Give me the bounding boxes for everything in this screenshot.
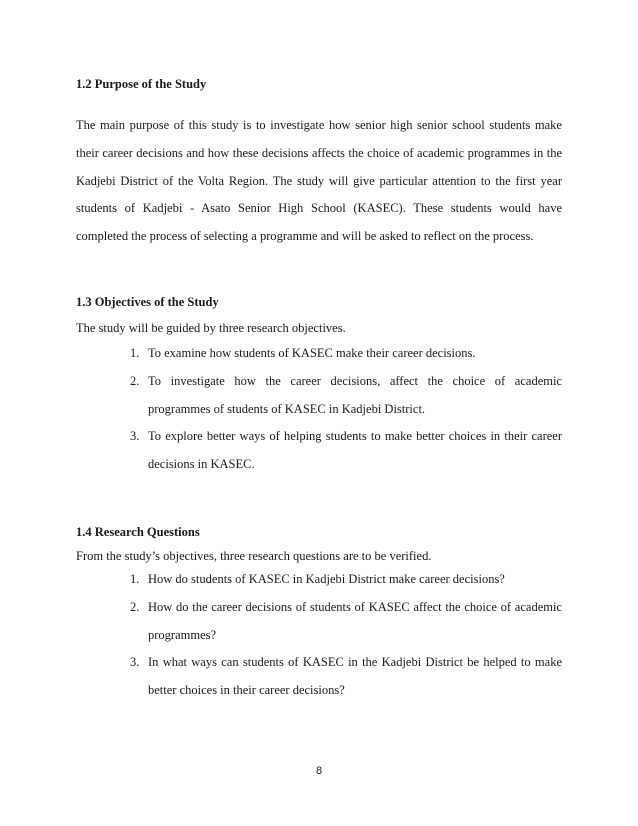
list-item-text: To investigate how the career decisions, affect the choice of academic programmes of students of KASEC in Kadjebi District. <box>148 373 562 416</box>
questions-list <box>130 566 562 705</box>
list-item-text: To examine how students of KASEC make their career decisions. <box>148 346 476 360</box>
list-item-text: To explore better ways of helping students to make better choices in their career decisions in KASEC. <box>148 429 562 472</box>
list-item-number: 2. <box>130 599 140 614</box>
list-item <box>130 423 562 479</box>
list-item <box>130 649 562 705</box>
section-heading-purpose: 1.2 Purpose of the Study <box>76 77 207 91</box>
list-item-number: 1. <box>130 572 140 586</box>
list-item-number: 3. <box>130 655 140 670</box>
section-heading-objectives: 1.3 Objectives of the Study <box>76 295 219 309</box>
list-item <box>130 340 562 368</box>
list-item <box>130 594 562 650</box>
list-item-number: 1. <box>130 346 140 360</box>
list-item-text: How do the career decisions of students of KASEC affect the choice of academic programmes? <box>148 599 562 642</box>
page-number: 8 <box>315 765 323 777</box>
objectives-list <box>130 340 562 479</box>
list-item-number: 3. <box>130 429 140 444</box>
purpose-paragraph: The main purpose of this study is to investigate how senior high senior school students make their career decisions and how these decisions affects the choice of academic programmes in the Kadjebi District of the Volta Region. The study will give particular attention to the first year students of Kadjebi - Asato Senior High School (KASEC). These students would have completed the process of selecting a programme and will be asked to reflect on the process. <box>76 118 562 244</box>
questions-intro: From the study’s objectives, three research questions are to be verified. <box>76 549 432 563</box>
list-item-text: In what ways can students of KASEC in the Kadjebi District be helped to make better choices in their career decisions? <box>148 655 562 698</box>
list-item <box>130 368 562 424</box>
list-item-text: How do students of KASEC in Kadjebi District make career decisions? <box>148 572 505 586</box>
list-item <box>130 566 562 594</box>
list-item-number: 2. <box>130 373 140 388</box>
objectives-intro: The study will be guided by three research objectives. <box>76 321 346 335</box>
section-heading-questions: 1.4 Research Questions <box>76 525 200 539</box>
